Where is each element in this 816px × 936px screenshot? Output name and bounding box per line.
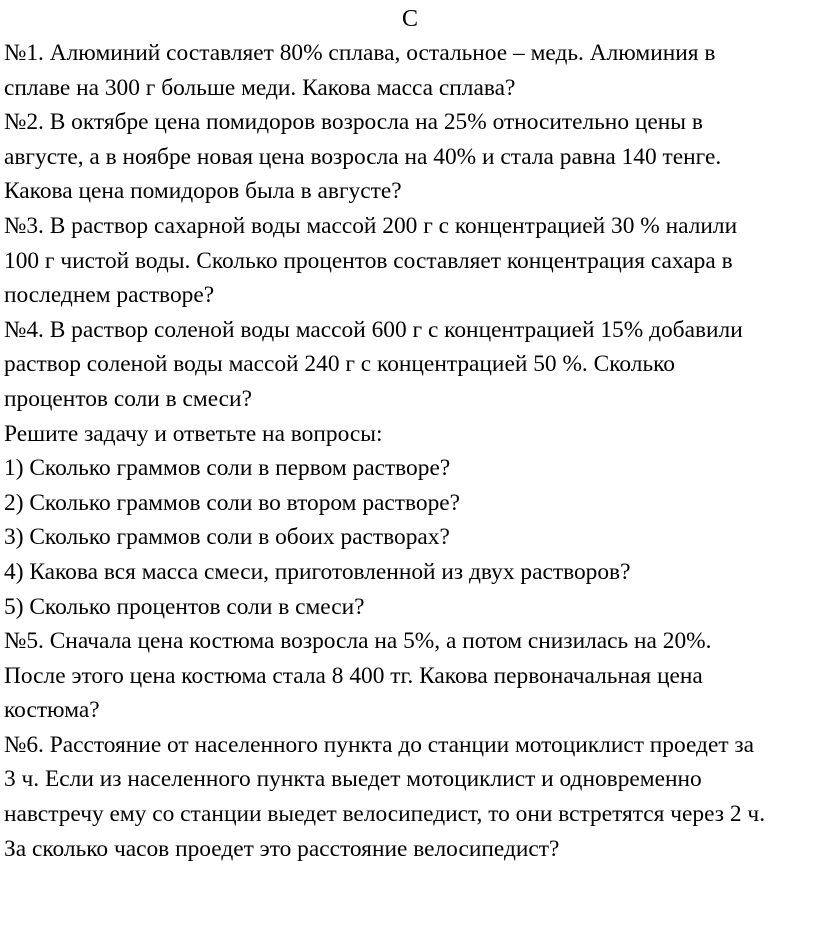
text-line: За сколько часов проедет это расстояние велосипедист? xyxy=(4,835,560,862)
text-line: №1. Алюминий составляет 80% сплава, остальное – медь. Алюминия в xyxy=(4,40,716,66)
text-line: №4. В раствор соленой воды массой 600 г с концентрацией 15% добавили xyxy=(4,316,743,343)
text-line: августе, а в ноябре новая цена возросла на 40% и стала равна 140 тенге. xyxy=(4,143,722,170)
text-line: процентов соли в смеси? xyxy=(4,385,252,412)
text-line: 1) Сколько граммов соли в первом растворе? xyxy=(4,455,451,482)
text-line: сплаве на 300 г больше меди. Какова масса сплава? xyxy=(4,74,516,101)
text-line: Решите задачу и ответьте на вопросы: xyxy=(4,420,383,447)
text-line: костюма? xyxy=(4,697,100,724)
text-line: 100 г чистой воды. Сколько процентов составляет концентрация сахара в xyxy=(4,247,733,274)
text-line: 4) Какова вся масса смеси, приготовленной из двух растворов? xyxy=(4,558,631,585)
text-line: 3 ч. Если из населенного пункта выедет мотоциклист и одновременно xyxy=(4,766,702,793)
text-line: 3) Сколько граммов соли в обоих растворах? xyxy=(4,524,450,551)
page-header-letter: С xyxy=(401,6,418,32)
text-line: №6. Расстояние от населенного пункта до станции мотоциклист проедет за xyxy=(4,731,755,758)
text-line: №2. В октябре цена помидоров возросла на 25% относительно цены в xyxy=(4,109,703,136)
text-line: Какова цена помидоров была в августе? xyxy=(4,178,402,205)
text-line: №5. Сначала цена костюма возросла на 5%, а потом снизилась на 20%. xyxy=(4,628,712,655)
text-line: последнем растворе? xyxy=(4,282,215,309)
text-line: навстречу ему со станции выедет велосипедист, то они встретятся через 2 ч. xyxy=(4,801,766,828)
text-line: №3. В раствор сахарной воды массой 200 г с концентрацией 30 % налили xyxy=(4,212,738,239)
problems-text xyxy=(4,36,816,866)
text-line: 5) Сколько процентов соли в смеси? xyxy=(4,593,365,620)
text-line: После этого цена костюма стала 8 400 тг. Какова первоначальная цена xyxy=(4,662,703,689)
text-line: раствор соленой воды массой 240 г с концентрацией 50 %. Сколько xyxy=(4,351,675,378)
text-line: 2) Сколько граммов соли во втором растворе? xyxy=(4,489,461,516)
